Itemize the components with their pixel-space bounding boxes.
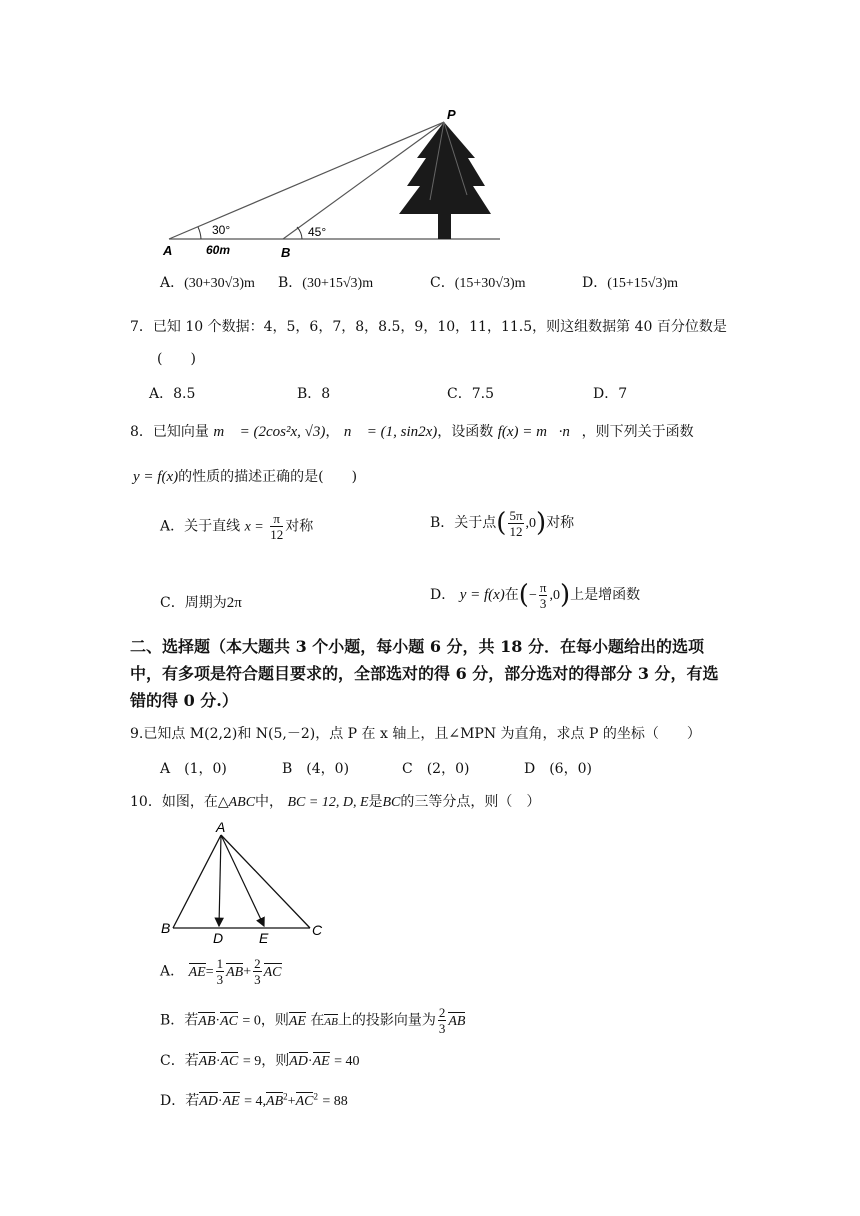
q10-zhong: 中，	[255, 794, 284, 810]
q10-d-eq: = 4,	[244, 1094, 267, 1109]
q6-a-letter: A．	[160, 275, 185, 291]
q9-stem: 9.已知点 M(2,2)和 N(5,－2)，点 P 在 x 轴上，且∠MPN 为直角，求点 P 的坐标（ ）	[130, 726, 701, 742]
q10-b-dot: ·	[215, 1013, 221, 1029]
q9-option-d: D (6，0)	[524, 761, 592, 777]
q8-m-expr: m⃗ = (2cos²x, √3)	[213, 424, 326, 440]
q10-b-num: 2	[438, 1005, 446, 1020]
q6-options	[160, 272, 255, 292]
q10-stem	[130, 791, 540, 811]
angle-b-label: 45°	[308, 225, 327, 239]
label-p: P	[447, 107, 456, 122]
q8-d-rparen: )	[559, 580, 571, 610]
q8-d-zero: ,0	[549, 588, 560, 603]
q8-b-rparen: )	[536, 508, 547, 538]
q10-d-ae: AE	[222, 1094, 240, 1109]
q8-stem-line2	[133, 466, 357, 486]
q7-option-d: D．7	[593, 386, 628, 402]
q10-c-dot2: ·	[307, 1054, 313, 1069]
q10-rest: 的三等分点，则（ ）	[400, 794, 541, 810]
q6-b-value: (30+15√3)m	[302, 276, 374, 291]
q10-d-eq2: = 88	[322, 1094, 348, 1109]
q10-b-frac	[438, 1006, 447, 1035]
tree-icon	[399, 122, 491, 239]
q8-d-expr: y = f(x)	[459, 587, 505, 603]
q10-a-ae: AE	[188, 964, 206, 980]
q10-a-n2: 2	[254, 956, 261, 971]
q10-d-sq1: 2	[283, 1091, 288, 1102]
q9-option-b: B (4，0)	[282, 761, 350, 777]
q10-option-a	[160, 957, 282, 986]
q8-d-fraction	[539, 581, 548, 610]
q10-b-ac: AC	[220, 1013, 238, 1029]
q8-d-minus: −	[528, 588, 537, 603]
q6-option-d	[582, 272, 678, 292]
q8-b-text2: 对称	[546, 515, 575, 531]
q6-b-letter: B．	[278, 275, 303, 291]
q10-d-plus: +	[287, 1094, 296, 1109]
q8-d-den: 3	[539, 595, 547, 611]
q10-c-ac: AC	[220, 1054, 239, 1069]
q8-d-text2: 上是增函数	[570, 587, 641, 603]
q8-a-x: x =	[244, 519, 264, 535]
q10-d-ab: AB	[266, 1094, 284, 1109]
tri-label-a: A	[216, 819, 226, 835]
q10-bc: BC	[382, 795, 401, 810]
q6-option-c	[430, 272, 526, 292]
q8-d-letter: D．	[430, 587, 456, 603]
q10-c-ad: AD	[289, 1054, 308, 1069]
q8-mid: ，设函数	[437, 424, 494, 440]
q8-comma: ，	[325, 424, 340, 440]
q10-c-dot: ·	[215, 1054, 221, 1069]
q8-b-letter: B．	[430, 515, 455, 531]
q7-stem: 7．已知 10 个数据：4，5，6，7，8，8.5，9，10，11，11.5，则这组数据第 40 百分位数是	[130, 319, 727, 335]
tri-label-d: D	[213, 930, 224, 946]
q10-b-ab: AB	[198, 1013, 216, 1029]
q8-d-lparen: (	[518, 580, 529, 610]
q8-option-b	[430, 508, 574, 538]
q10-d-letter: D．若	[160, 1093, 200, 1109]
q6-d-letter: D．	[582, 275, 608, 291]
q10-a-plus: +	[243, 964, 252, 980]
q8-a-text2: 对称	[285, 518, 314, 535]
q10-a-n1: 1	[216, 956, 224, 971]
q10-a-d1: 3	[216, 972, 224, 987]
q10-b-ab3: AB	[448, 1013, 466, 1029]
q10-b-ab2: AB	[324, 1015, 338, 1028]
q10-prefix: 10．如图，在	[130, 794, 218, 810]
q8-n-expr: n⃗ = (1, sin2x)	[343, 424, 438, 440]
q10-d-ad: AD	[199, 1094, 218, 1109]
tri-label-e: E	[259, 930, 269, 946]
label-b: B	[281, 245, 291, 260]
q9-option-a: A (1，0)	[160, 761, 227, 777]
tri-label-c: C	[312, 922, 323, 938]
q10-b-letter: B．若	[160, 1012, 199, 1029]
tri-label-b: B	[161, 920, 171, 936]
q10-b-ae: AE	[288, 1013, 306, 1029]
q8-c-text: 周期为	[184, 595, 227, 611]
q8-c-value: 2π	[226, 595, 242, 611]
q8-a-num: π	[270, 512, 283, 527]
q8-a-fraction	[270, 512, 283, 541]
q10-shi: 是	[368, 794, 383, 810]
label-a: A	[163, 243, 173, 258]
q10-option-c	[160, 1050, 360, 1070]
q7-option-b: B．8	[297, 386, 331, 402]
q8-d-text1: 在	[504, 587, 519, 603]
q8-option-c	[160, 592, 242, 612]
q8-c-letter: C．	[160, 595, 185, 611]
q10-c-then: ，则	[261, 1053, 290, 1069]
q10-b-den: 3	[438, 1021, 446, 1036]
q6-c-value: (15+30√3)m	[454, 276, 526, 291]
q8-a-letter: A．	[160, 518, 185, 535]
q8-option-a	[160, 512, 313, 541]
q9-option-c: C (2，0)	[402, 761, 470, 777]
q8-b-den: 12	[509, 523, 523, 539]
q6-option-b	[278, 272, 373, 292]
section2-heading: 二、选择题（本大题共 3 个小题，每小题 6 分，共 18 分．在每小题给出的选项中，有多项是符合题目要求的，全部选对的得 6 分，部分选对的得部分 3 分，有选错的得 0 分.）	[130, 637, 719, 710]
q8-prefix: 8．已知向量	[130, 424, 209, 440]
q10-b-on: 在	[310, 1012, 325, 1029]
q8-d-num: π	[539, 579, 547, 595]
q10-option-b	[160, 1006, 465, 1035]
q8-b-lparen: (	[496, 508, 507, 538]
q8-option-d	[430, 580, 640, 610]
q8-line2-text: 的性质的描述正确的是( )	[178, 469, 358, 485]
q10-c-letter: C．若	[160, 1053, 199, 1069]
q10-a-ab: AB	[226, 964, 244, 980]
q8-a-text1: 关于直线	[184, 518, 241, 535]
q10-a-letter: A．	[160, 963, 185, 980]
angle-a-label: 30°	[212, 223, 231, 237]
q8-stem-line1	[130, 421, 694, 441]
q8-b-zero: ,0	[525, 516, 537, 531]
q10-a-d2: 3	[254, 972, 261, 987]
q8-a-den: 12	[270, 527, 284, 542]
q10-c-eq2: = 40	[334, 1054, 360, 1069]
q7-option-a: A．8.5	[149, 386, 196, 402]
q10-b-proj: 上的投影向量为	[337, 1012, 436, 1029]
q10-b-eq0: = 0	[242, 1013, 261, 1029]
q8-b-text1: 关于点	[454, 515, 497, 531]
q6-c-letter: C．	[430, 275, 455, 291]
q10-d-dot: ·	[217, 1094, 223, 1109]
q10-a-ac: AC	[263, 964, 282, 980]
q10-a-frac1	[216, 957, 225, 986]
q10-d-sq2: 2	[313, 1091, 318, 1102]
q6-a-value: (30+30√3)m	[184, 276, 255, 291]
q6-d-value: (15+15√3)m	[607, 276, 679, 291]
q10-triangle: △ABC	[217, 795, 256, 810]
q8-b-fraction	[508, 509, 523, 538]
q10-d-ac: AC	[295, 1094, 314, 1109]
q8-end: ，则下列关于函数	[581, 424, 694, 440]
q10-option-d	[160, 1090, 348, 1110]
q10-condition: BC = 12, D, E	[287, 795, 369, 810]
q10-c-eq: = 9	[242, 1054, 262, 1069]
q10-b-then: ，则	[260, 1012, 289, 1029]
triangle-figure	[155, 815, 335, 950]
q7-paren: ( )	[157, 351, 196, 367]
q8-y-expr: y = f(x)	[133, 469, 179, 485]
q10-a-eq: =	[205, 964, 214, 980]
distance-label: 60m	[206, 243, 231, 257]
q7-option-c: C．7.5	[447, 386, 494, 402]
q8-b-num: 5π	[509, 507, 523, 523]
q10-c-ab: AB	[198, 1054, 216, 1069]
tree-angle-figure	[155, 100, 505, 265]
q8-f-expr: f(x) = m⃗·n⃗	[497, 424, 582, 440]
q10-a-frac2	[253, 957, 262, 986]
q10-c-ae: AE	[312, 1054, 330, 1069]
